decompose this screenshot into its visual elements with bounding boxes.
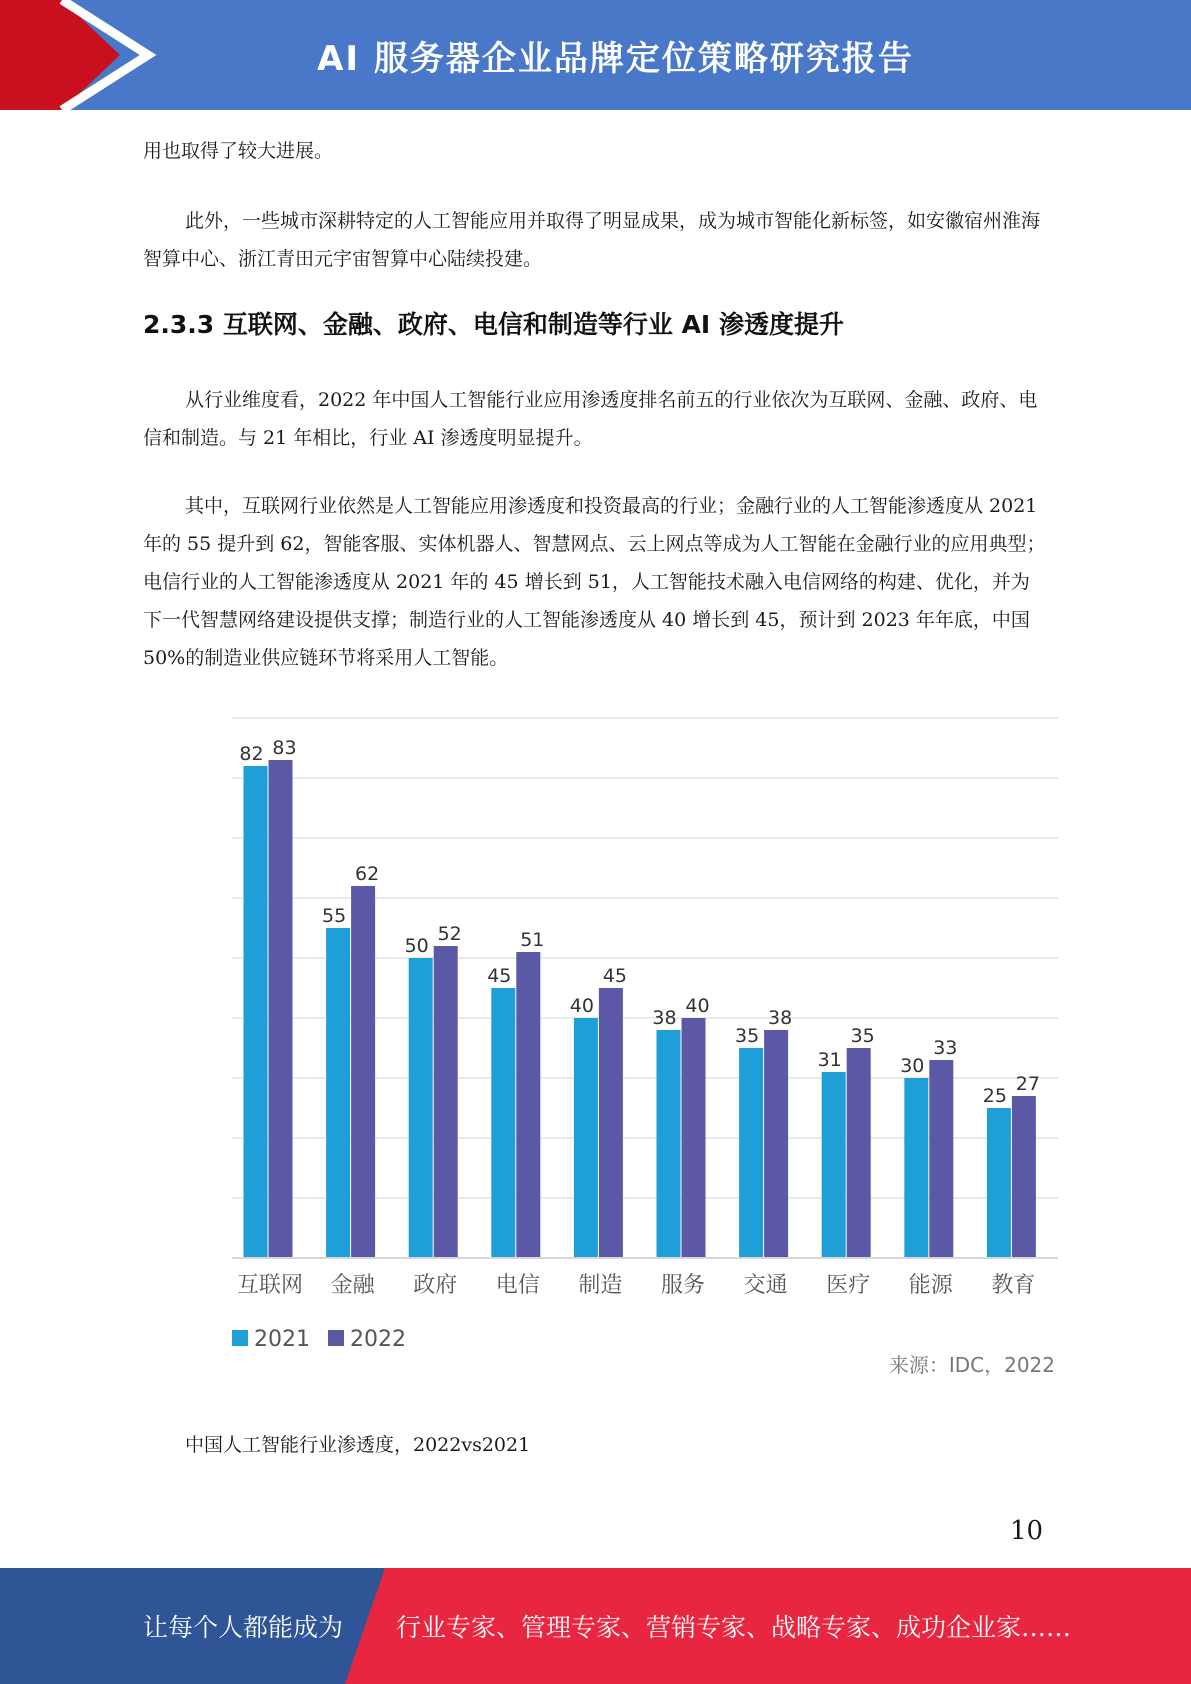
- category-label: 互联网: [236, 1273, 304, 1298]
- legend-label: 2022: [350, 1327, 406, 1352]
- bar-2021: [987, 1108, 1011, 1258]
- data-label: 82: [239, 743, 264, 765]
- bar-2021: [491, 988, 515, 1258]
- category-label: 电信: [495, 1273, 540, 1298]
- bar-2021: [822, 1072, 846, 1258]
- bar-2021: [574, 1018, 598, 1258]
- bar-2021: [326, 928, 350, 1258]
- data-label: 27: [1015, 1073, 1040, 1095]
- data-label: 33: [933, 1037, 958, 1059]
- data-label: 55: [322, 905, 347, 927]
- legend-label: 2021: [254, 1327, 310, 1352]
- figure-caption: 中国人工智能行业渗透度，2022vs2021: [185, 1434, 531, 1456]
- data-label: 50: [404, 935, 429, 957]
- footer-slogan-right: 行业专家、管理专家、营销专家、战略专家、成功企业家……: [396, 1613, 1072, 1642]
- header-arrow-decoration: [0, 0, 160, 110]
- data-label: 40: [569, 995, 594, 1017]
- bar-2022: [764, 1030, 788, 1258]
- bar-2022: [929, 1060, 953, 1258]
- paragraph-4: 其中，互联网行业依然是人工智能应用渗透度和投资最高的行业；金融行业的人工智能渗透度从 2021 年的 55 提升到 62，智能客服、实体机器人、智慧网点、云上网点等成为人工智能在金融行业的应用典型；电信行业的人工智能渗透度从 2021 年的 45 增长到 51，人工智能技术融入电信网络的构建、优化，并为下一代智慧网络建设提供支撑；制造行业的人工智能渗透度从 40 增长到 45，预计到 2023 年年底，中国 50%的制造业供应链环节将采用人工智能。: [143, 495, 1046, 669]
- bar-2022: [516, 952, 540, 1258]
- category-label: 制造: [578, 1273, 623, 1298]
- category-label: 政府: [413, 1273, 458, 1298]
- bar-2021: [739, 1048, 763, 1258]
- category-label: 医疗: [826, 1273, 871, 1298]
- data-label: 25: [982, 1085, 1007, 1107]
- bar-2021: [244, 766, 268, 1258]
- data-label: 62: [355, 863, 380, 885]
- header-title: AI 服务器企业品牌定位策略研究报告: [317, 38, 914, 79]
- data-label: 35: [735, 1025, 760, 1047]
- data-label: 83: [272, 737, 297, 759]
- bar-2022: [434, 946, 458, 1258]
- chart-svg: [200, 700, 1080, 1400]
- page-footer: [0, 1568, 1191, 1684]
- bar-2021: [904, 1078, 928, 1258]
- paragraph-1: 用也取得了较大进展。: [143, 140, 334, 162]
- data-label: 31: [817, 1049, 842, 1071]
- data-label: 45: [602, 965, 627, 987]
- paragraph-3: 从行业维度看，2022 年中国人工智能行业应用渗透度排名前五的行业依次为互联网、金融、政府、电信和制造。与 21 年相比，行业 AI 渗透度明显提升。: [143, 389, 1038, 449]
- bar-2021: [657, 1030, 681, 1258]
- paragraph-2: 此外，一些城市深耕特定的人工智能应用并取得了明显成果，成为城市智能化新标签，如安徽宿州淮海智算中心、浙江青田元宇宙智算中心陆续投建。: [143, 210, 1041, 270]
- data-label: 38: [768, 1007, 793, 1029]
- section-heading: 2.3.3 互联网、金融、政府、电信和制造等行业 AI 渗透度提升: [143, 310, 844, 339]
- category-label: 金融: [330, 1273, 375, 1298]
- data-label: 45: [487, 965, 512, 987]
- category-label: 服务: [660, 1273, 706, 1298]
- bar-2022: [351, 886, 375, 1258]
- data-label: 38: [652, 1007, 677, 1029]
- data-label: 51: [520, 929, 545, 951]
- page-number: 10: [1010, 1516, 1044, 1546]
- bar-2022: [847, 1048, 871, 1258]
- bar-2022: [682, 1018, 706, 1258]
- bar-2021: [409, 958, 433, 1258]
- chart-source: 来源：IDC，2022: [888, 1353, 1055, 1377]
- page-header: [0, 0, 1191, 110]
- data-label: 40: [685, 995, 710, 1017]
- industry-penetration-chart: [200, 700, 1080, 1400]
- bar-2022: [269, 760, 293, 1258]
- data-label: 35: [850, 1025, 875, 1047]
- category-label: 能源: [908, 1273, 953, 1298]
- category-label: 交通: [743, 1273, 788, 1298]
- data-label: 30: [900, 1055, 925, 1077]
- bar-2022: [1012, 1096, 1036, 1258]
- data-label: 52: [437, 923, 462, 945]
- bar-2022: [599, 988, 623, 1258]
- legend-swatch: [232, 1330, 248, 1346]
- footer-slogan-left: 让每个人都能成为: [143, 1613, 344, 1642]
- legend-swatch: [328, 1330, 344, 1346]
- category-label: 教育: [991, 1273, 1036, 1298]
